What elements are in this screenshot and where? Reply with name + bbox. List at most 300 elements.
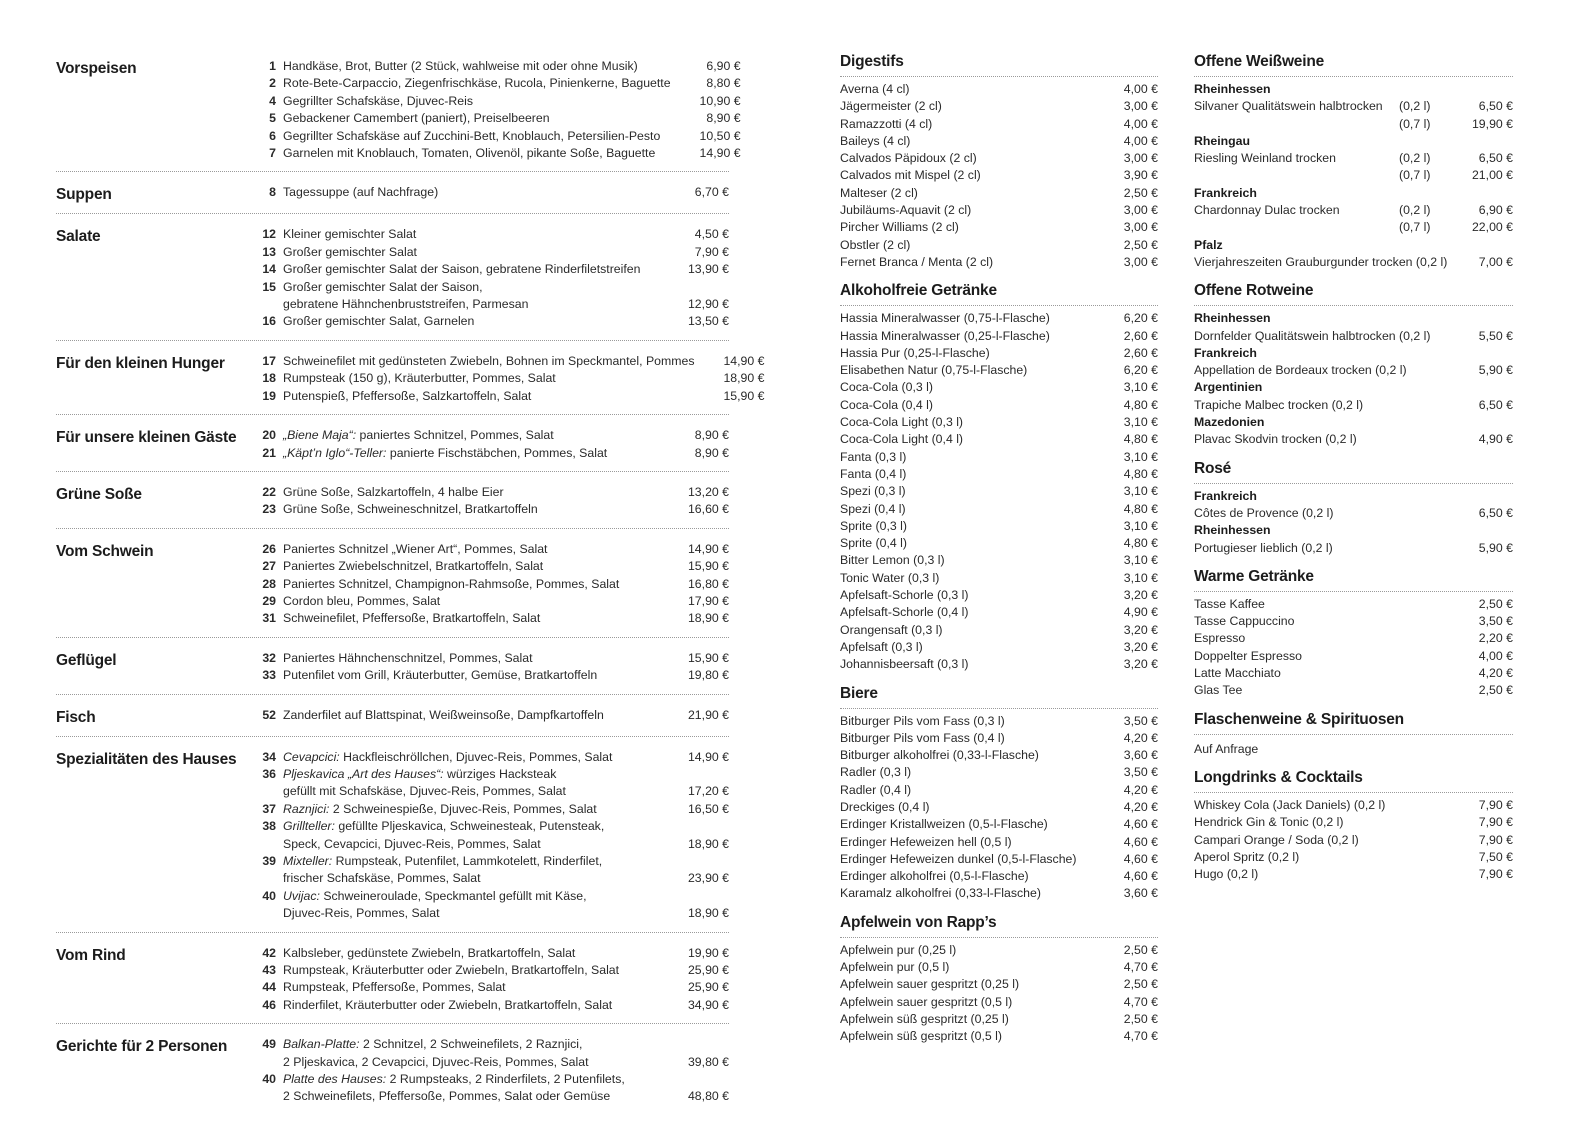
drink-item [1194,665,1513,682]
dish-text [283,945,659,962]
drink-item [840,81,1158,98]
drink-price: 2,50 € [1123,185,1158,200]
drink-price: 6,50 € [1478,397,1513,412]
dish-text-content: Grüne Soße, Schweineschnitzel, Bratkartoffeln [283,502,538,517]
drink-name: Tasse Cappuccino [1194,614,1295,629]
dish-text [283,484,659,501]
drink-item [840,310,1158,327]
dish-number: 13 [262,244,276,259]
dish-line [283,650,729,667]
drink-price: 4,80 € [1123,501,1158,516]
section-title: Rosé [1194,459,1513,484]
food-section [56,52,741,172]
drink-price: 2,60 € [1123,328,1158,343]
region-heading: Rheinhessen [1194,311,1271,326]
dish-number: 33 [262,668,276,683]
dish-text [283,501,659,518]
drink-size: (0,7 l) [1399,168,1431,183]
drink-section [840,684,1158,903]
dish-item [252,576,729,593]
drink-name: Spezi (0,4 l) [840,501,906,516]
drink-name: Côtes de Provence (0,2 l) [1194,505,1334,520]
dish-list [252,650,729,685]
dish-line [283,427,729,444]
dish-item [252,128,741,145]
drink-section [1194,281,1513,448]
drink-item [840,730,1158,747]
dish-price: 15,90 € [687,650,729,665]
drink-price: 3,10 € [1123,484,1158,499]
drink-item [840,851,1158,868]
food-sections [56,52,765,1121]
drink-price: 3,10 € [1123,449,1158,464]
drink-price: 2,60 € [1123,345,1158,360]
drink-section [1194,52,1513,271]
dish-text-content: 2 Schweinespieße, Djuvec-Reis, Pommes, Salat [329,801,597,816]
dish-line [283,184,729,201]
dish-line [283,707,729,724]
drink-name: Karamalz alkoholfrei (0,33-l-Flasche) [840,886,1041,901]
drink-price: 3,10 € [1123,415,1158,430]
drink-item [840,449,1158,466]
dish-price: 18,90 € [723,371,765,386]
dish-text [283,749,659,766]
dish-line [283,244,729,261]
dish-description [283,353,764,370]
drink-item [1194,849,1513,866]
drink-price: 4,00 € [1478,648,1513,663]
dish-price: 13,20 € [687,484,729,499]
dish-text [283,58,671,75]
dish-text-content: Paniertes Schnitzel, Champignon-Rahmsoße, Pommes, Salat [283,576,620,591]
section-note: Auf Anfrage [1194,741,1259,756]
dish-number: 37 [262,801,276,816]
drink-name: Vierjahreszeiten Grauburgunder trocken (0,2 l) [1194,254,1448,269]
dish-text [283,707,659,724]
dish-name-italic: Cevapcici: [283,749,340,764]
dish-line [283,853,729,870]
dish-line [283,870,729,887]
section-title: Vom Rind [56,946,126,964]
drink-price: 7,90 € [1478,797,1513,812]
dish-price: 8,90 € [694,428,729,443]
dish-line [283,501,729,518]
dish-number: 20 [262,428,276,443]
dish-text-content: 2 Schweinefilets, Pfeffersoße, Pommes, Salat oder Gemüse [283,1089,611,1104]
drink-item [840,747,1158,764]
dish-number: 8 [269,185,276,200]
dish-description [283,484,729,501]
dish-text [283,445,659,462]
drink-item [840,868,1158,885]
dish-text-content: Putenspieß, Pfeffersoße, Salzkartoffeln, Salat [283,388,532,403]
dish-text [283,766,659,783]
drinks-column-left [840,52,1158,1056]
dish-text [283,93,671,110]
dish-text-content: Djuvec-Reis, Pommes, Salat [283,906,440,921]
dish-text-content: frischer Schafskäse, Pommes, Salat [283,871,481,886]
drink-price: 2,50 € [1123,1011,1158,1026]
dish-text [283,593,659,610]
dish-price: 19,80 € [687,668,729,683]
dish-text [283,388,694,405]
dish-number: 15 [262,279,276,294]
drink-section [1194,567,1513,700]
dish-text-content: Gegrillter Schafskäse auf Zucchini-Bett, Knoblauch, Petersilien-Pesto [283,128,661,143]
drink-item [1194,116,1513,133]
dish-number: 52 [262,707,276,722]
section-title: Alkoholfreie Getränke [840,281,1158,306]
dish-text-content: Rote-Bete-Carpaccio, Ziegenfrischkäse, Rucola, Pinienkerne, Baguette [283,76,671,91]
drink-price: 4,80 € [1123,432,1158,447]
drink-item [840,362,1158,379]
dish-line [283,1054,729,1071]
dish-number: 2 [269,76,276,91]
section-title: Salate [56,228,101,246]
drink-price: 6,20 € [1123,363,1158,378]
drink-item [840,328,1158,345]
drink-item [1194,167,1513,184]
drink-price: 3,50 € [1123,765,1158,780]
drink-item [1194,596,1513,613]
drink-name: Hassia Mineralwasser (0,25-l-Flasche) [840,328,1050,343]
food-section [56,701,729,737]
dish-line [283,576,729,593]
drink-name: Appellation de Bordeaux trocken (0,2 l) [1194,363,1407,378]
section-title: Warme Getränke [1194,567,1513,592]
dish-item [252,388,764,405]
drink-name: Baileys (4 cl) [840,133,911,148]
drink-name: Coca-Cola Light (0,4 l) [840,432,964,447]
dish-description [283,110,741,127]
dish-price: 6,70 € [694,185,729,200]
dish-name-italic: „Käpt’n Iglo“-Teller: [283,445,387,460]
dish-number: 16 [262,314,276,329]
drink-name: Coca-Cola Light (0,3 l) [840,415,964,430]
dish-number: 18 [262,371,276,386]
section-title: Fisch [56,708,96,726]
drink-name: Jägermeister (2 cl) [840,99,942,114]
drink-item [840,397,1158,414]
drink-item [840,622,1158,639]
food-section [56,535,729,638]
dish-text-content: Kalbsleber, gedünstete Zwiebeln, Bratkartoffeln, Salat [283,945,576,960]
drink-size: (0,7 l) [1399,116,1431,131]
dish-list [252,707,729,727]
drink-name: Hugo (0,2 l) [1194,867,1259,882]
dish-text [283,836,659,853]
dish-description [283,1071,729,1106]
dish-line [283,1088,729,1105]
drink-price: 19,90 € [1471,116,1513,131]
dish-number: 21 [262,445,276,460]
drink-name: Latte Macchiato [1194,666,1281,681]
dish-price: 10,90 € [699,93,741,108]
dish-description [283,75,741,92]
dish-text [283,128,671,145]
drink-item [1194,540,1513,557]
drink-price: 4,70 € [1123,994,1158,1009]
dish-item [252,945,729,962]
drink-name [1194,167,1399,184]
dish-item [252,370,764,387]
dish-description [283,261,729,278]
dish-text-content: Rumpsteak (150 g), Kräuterbutter, Pommes, Salat [283,371,556,386]
dish-number: 44 [262,980,276,995]
drink-price: 6,50 € [1478,151,1513,166]
dish-item [252,818,729,853]
dish-item [252,962,729,979]
drink-name: Johannisbeersaft (0,3 l) [840,657,969,672]
drink-section [840,281,1158,673]
dish-text [283,870,659,887]
drink-name: Sprite (0,3 l) [840,518,907,533]
drink-name: Aperol Spritz (0,2 l) [1194,849,1300,864]
dish-item [252,1071,729,1106]
dish-line [283,58,741,75]
dish-text [283,279,659,296]
drink-item [840,345,1158,362]
drink-item [840,656,1158,673]
dish-text-content: gebratene Hähnchenbruststreifen, Parmesan [283,297,529,312]
dish-line [283,353,764,370]
drink-price: 3,20 € [1123,639,1158,654]
drink-item [840,885,1158,902]
drink-item [1194,814,1513,831]
drink-price: 4,90 € [1123,605,1158,620]
dish-description [283,650,729,667]
dish-item [252,1036,729,1071]
dish-price: 16,60 € [687,502,729,517]
drink-item [840,816,1158,833]
dish-text-content: Zanderfilet auf Blattspinat, Weißweinsoße, Dampfkartoffeln [283,707,604,722]
dish-number: 28 [262,576,276,591]
drink-name: Apfelsaft (0,3 l) [840,639,923,654]
drink-price: 4,20 € [1123,782,1158,797]
dish-description [283,445,729,462]
dish-item [252,766,729,801]
dish-line [283,93,741,110]
dish-text-content: würziges Hacksteak [443,766,557,781]
dish-price: 21,90 € [687,707,729,722]
dish-item [252,313,729,330]
drink-name: Bitburger Pils vom Fass (0,3 l) [840,713,1005,728]
dish-text-content: Kleiner gemischter Salat [283,227,417,242]
dish-description [283,226,729,243]
region-heading: Argentinien [1194,380,1263,395]
drink-item [840,639,1158,656]
region-heading: Pfalz [1194,237,1223,252]
dish-item [252,145,741,162]
drink-item [1194,832,1513,849]
dish-item [252,110,741,127]
dish-price: 7,90 € [694,244,729,259]
drink-price: 4,60 € [1123,851,1158,866]
dish-text [283,296,659,313]
dish-line [283,610,729,627]
dish-line [283,962,729,979]
dish-text-content: Putenfilet vom Grill, Kräuterbutter, Gemüse, Bratkartoffeln [283,668,598,683]
food-menu-page [0,0,793,1122]
dish-price: 48,80 € [687,1089,729,1104]
dish-number: 29 [262,593,276,608]
drink-name: Hassia Pur (0,25-l-Flasche) [840,345,990,360]
dish-item [252,667,729,684]
drink-item [840,150,1158,167]
dish-price [659,853,729,870]
drink-item [1194,397,1513,414]
dish-description [283,962,729,979]
dish-text-content: panierte Fischstäbchen, Pommes, Salat [386,445,608,460]
drink-item [840,254,1158,271]
dish-name-italic: Pljeskavica „Art des Hauses“: [283,766,444,781]
dish-number: 36 [262,766,276,781]
drink-size: (0,2 l) [1399,151,1431,166]
drink-item [840,1011,1158,1028]
drink-name: Averna (4 cl) [840,82,910,96]
dish-text [283,353,694,370]
drink-price: 5,90 € [1478,363,1513,378]
drink-name [1194,219,1399,236]
drink-section [1194,768,1513,883]
dish-description [283,313,729,330]
dish-price: 14,90 € [687,541,729,556]
drink-price: 4,00 € [1123,116,1158,131]
dish-text-content: Paniertes Zwiebelschnitzel, Bratkartoffeln, Salat [283,559,544,574]
dish-price [659,1036,729,1053]
drink-item [1194,505,1513,522]
drink-item [840,98,1158,115]
dish-line [283,593,729,610]
dish-name-italic: Grillteller: [283,819,335,834]
dish-text [283,1088,659,1105]
dish-number: 4 [269,93,276,108]
dish-description [283,128,741,145]
drink-item [840,202,1158,219]
dish-name-italic: Raznjici: [283,801,330,816]
dish-text-content: 2 Schnitzel, 2 Schweinefilets, 2 Raznjici, [359,1037,583,1052]
drink-price: 3,20 € [1123,657,1158,672]
dish-text [283,75,671,92]
dish-price: 8,90 € [706,111,741,126]
drink-name: Erdinger Hefeweizen hell (0,5 l) [840,834,1012,849]
drink-item [1194,328,1513,345]
drink-price: 21,00 € [1471,168,1513,183]
drink-item [840,237,1158,254]
dish-description [283,707,729,724]
drink-name: Bitburger Pils vom Fass (0,4 l) [840,730,1005,745]
dish-text-content: Gebackener Camembert (paniert), Preiselbeeren [283,111,550,126]
dish-description [283,145,741,162]
drink-name: Chardonnay Dulac trocken [1194,203,1340,218]
dish-text [283,801,659,818]
drink-item [840,414,1158,431]
dish-text-content: Rumpsteak, Kräuterbutter oder Zwiebeln, Bratkartoffeln, Salat [283,963,620,978]
dish-text-content: gefüllte Pljeskavica, Schweinesteak, Putensteak, [334,819,605,834]
dish-number: 39 [262,854,276,868]
dish-price [659,766,729,783]
dish-text-content: 2 Rumpsteaks, 2 Rinderfilets, 2 Putenfilets, [386,1072,625,1087]
drink-item [1194,431,1513,448]
dish-line [283,484,729,501]
dish-text [283,997,659,1014]
dish-text-content: Großer gemischter Salat der Saison, gebratene Rinderfiletstreifen [283,262,641,277]
dish-text [283,427,659,444]
dish-list [252,1036,729,1106]
dish-item [252,484,729,501]
dish-text-content: Garnelen mit Knoblauch, Tomaten, Olivenöl, pikante Soße, Baguette [283,146,656,161]
dish-item [252,93,741,110]
drink-name: Hendrick Gin & Tonic (0,2 l) [1194,815,1344,830]
drink-name: Dornfelder Qualitätswein halbtrocken (0,2 l) [1194,328,1431,343]
dish-text-content: Schweinefilet mit gedünsteten Zwiebeln, Bohnen im Speckmantel, Pommes [283,353,695,368]
food-section [56,939,729,1025]
drink-name: Coca-Cola (0,3 l) [840,380,933,395]
dish-list [252,226,729,330]
drink-item [840,799,1158,816]
drink-item [840,535,1158,552]
dish-text [283,313,659,330]
food-section [56,743,729,933]
drink-name: Elisabethen Natur (0,75-l-Flasche) [840,363,1028,378]
drink-price: 6,90 € [1478,203,1513,218]
dish-text-content: Gegrillter Schafskäse, Djuvec-Reis [283,93,473,108]
drink-name: Bitter Lemon (0,3 l) [840,553,945,568]
drink-name: Espresso [1194,631,1246,646]
dish-item [252,75,741,92]
drink-name: Pircher Williams (2 cl) [840,220,959,235]
drink-price: 4,80 € [1123,466,1158,481]
dish-number: 7 [269,146,276,161]
dish-line [283,801,729,818]
drink-price: 4,90 € [1478,432,1513,447]
food-section [56,478,729,529]
dish-text [283,979,659,996]
food-section [56,1030,729,1115]
drink-item [1194,219,1513,236]
dish-price: 13,50 € [687,314,729,329]
drink-name: Campari Orange / Soda (0,2 l) [1194,832,1359,847]
drink-name: Coca-Cola (0,4 l) [840,397,933,412]
dish-item [252,979,729,996]
drink-item [840,942,1158,959]
drink-name: Apfelwein pur (0,25 l) [840,942,957,957]
dish-name-italic: Uvijac: [283,888,320,903]
dish-line [283,541,729,558]
dish-list [252,353,764,405]
dish-line [283,313,729,330]
section-title: Offene Rotweine [1194,281,1513,306]
dish-description [283,541,729,558]
dish-price [659,1071,729,1088]
dish-item [252,279,729,314]
dish-text-content: Schweinefilet, Pfeffersoße, Bratkartoffeln, Salat [283,611,541,626]
section-title: Geflügel [56,651,117,669]
dish-line [283,296,729,313]
dish-price [659,818,729,835]
dish-item [252,610,729,627]
section-title: Flaschenweine & Spirituosen [1194,710,1513,735]
drink-price: 2,50 € [1478,596,1513,611]
drink-name: Fanta (0,3 l) [840,449,907,464]
food-section [56,347,765,415]
dish-item [252,445,729,462]
dish-line [283,145,741,162]
dish-description [283,1036,729,1071]
drink-name: Dreckiges (0,4 l) [840,799,930,814]
drink-name: Portugieser lieblich (0,2 l) [1194,540,1333,555]
region-heading: Frankreich [1194,488,1257,503]
